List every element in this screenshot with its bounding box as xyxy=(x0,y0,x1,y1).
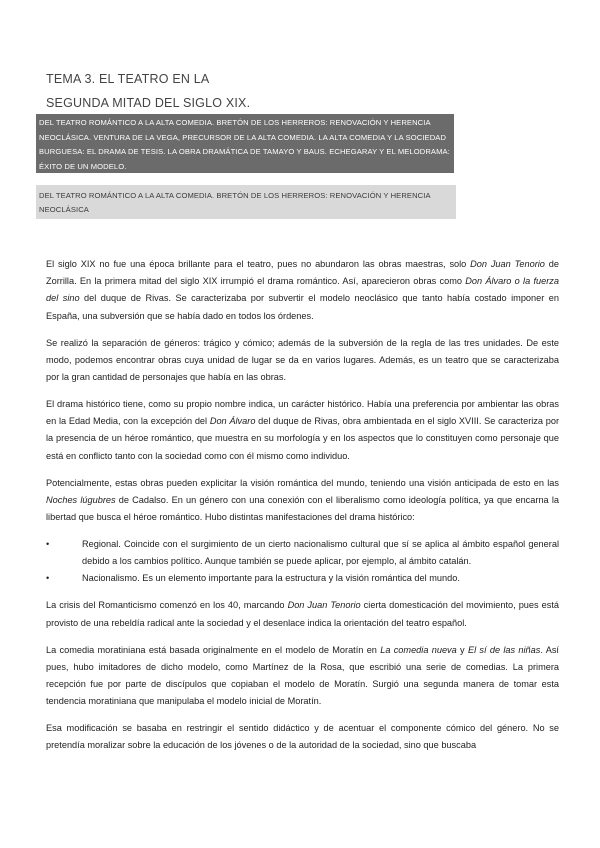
topic-summary-box: DEL TEATRO ROMÁNTICO A LA ALTA COMEDIA. BRETÓN DE LOS HERREROS: RENOVACIÓN Y HERENCIA NEOCLÁSICA. VENTURA DE LA VEGA, PRECURSOR DE LA ALTA COMEDIA. LA ALTA COMEDIA Y LA SOCIEDAD BURGUESA: EL DRAMA DE TESIS. LA OBRA DRAMÁTICA DE TAMAYO Y BAUS. ECHEGARAY Y EL MELODRAMA: ÉXITO DE UN MODELO. xyxy=(36,114,454,173)
paragraph-5: La crisis del Romanticismo comenzó en los 40, marcando Don Juan Tenorio cierta domesticación del movimiento, pues está provisto de una rebeldía radical ante la sociedad y el desenlace indica la orientación del teatro español. xyxy=(46,600,559,628)
list-item: • Nacionalismo. Es un elemento importante para la estructura y la visión romántica del mundo. xyxy=(46,570,559,587)
bullet-icon: • xyxy=(46,539,50,550)
document-title-line-1: TEMA 3. EL TEATRO EN LA xyxy=(46,72,210,86)
paragraph-7: Esa modificación se basaba en restringir el sentido didáctico y de acentuar el componente cómico del género. No se pretendía moralizar sobre la educación de los jóvenes o de la autoridad de la sociedad, sino que buscaba xyxy=(46,723,559,751)
paragraph-3: El drama histórico tiene, como su propio nombre indica, un carácter histórico. Había una preferencia por ambientar las obras en la Edad Media, con la excepción del Don Álvaro del duque de Rivas, obra ambientada en el siglo XVIII. Se caracteriza por la presencia de un héroe romántico, que muestra en su morfología y en los aspectos que lo constituyen como personaje que está en conflicto tanto con la sociedad como con él mismo como individuo. xyxy=(46,399,560,461)
document-body xyxy=(46,256,559,764)
section-heading: DEL TEATRO ROMÁNTICO A LA ALTA COMEDIA. BRETÓN DE LOS HERREROS: RENOVACIÓN Y HERENCIA NEOCLÁSICA xyxy=(36,185,456,219)
paragraph-2: Se realizó la separación de géneros: trágico y cómico; además de la subversión de la regla de las tres unidades. De este modo, podemos encontrar obras cuya unidad de lugar se da en varios lugares. Además, es un teatro que se caracterizaba por la gran cantidad de personajes que había en las obras. xyxy=(46,337,559,383)
document-title-line-2: SEGUNDA MITAD DEL SIGLO XIX. xyxy=(46,96,251,110)
paragraph-1: El siglo XIX no fue una época brillante para el teatro, pues no abundaron las obras maestras, solo Don Juan Tenorio de Zorrilla. En la primera mitad del siglo XIX irrumpió el drama romántico. Así, aparecieron obras como Don Álvaro o la fuerza del sino del duque de Rivas. Se caracterizaba por subvertir el modelo neoclásico que tanto había costado imponer en España, una subversión que se había dado en todos los órdenes. xyxy=(46,259,560,321)
bullet-icon: • xyxy=(46,573,50,584)
list-item: • Regional. Coincide con el surgimiento de un cierto nacionalismo cultural que sí se aplica al ámbito español general debido a los cambios político. Aunque también se puede aplicar, por ejemplo, al ámbito catalán. xyxy=(46,536,559,570)
paragraph-6: La comedia moratiniana está basada originalmente en el modelo de Moratín en La comedia nueva y El sí de las niñas. Así pues, hubo imitadores de dicho modelo, como Martínez de la Rosa, que escribió una serie de comedias. La primera recepción fue por parte de discípulos que copiaban el modelo de Moratín. Surgió una segunda manera de tomar esta tendencia moratiniana que manipulaba el modelo inicial de Moratín. xyxy=(46,644,559,707)
paragraph-4: Potencialmente, estas obras pueden explicitar la visión romántica del mundo, teniendo una visión anticipada de esto en las Noches lúgubres de Cadalso. En un género con una conexión con el liberalismo como ideología política, ya que encarna la libertad que busca el héroe romántico. Hubo distintas manifestaciones del drama histórico: xyxy=(46,477,559,523)
